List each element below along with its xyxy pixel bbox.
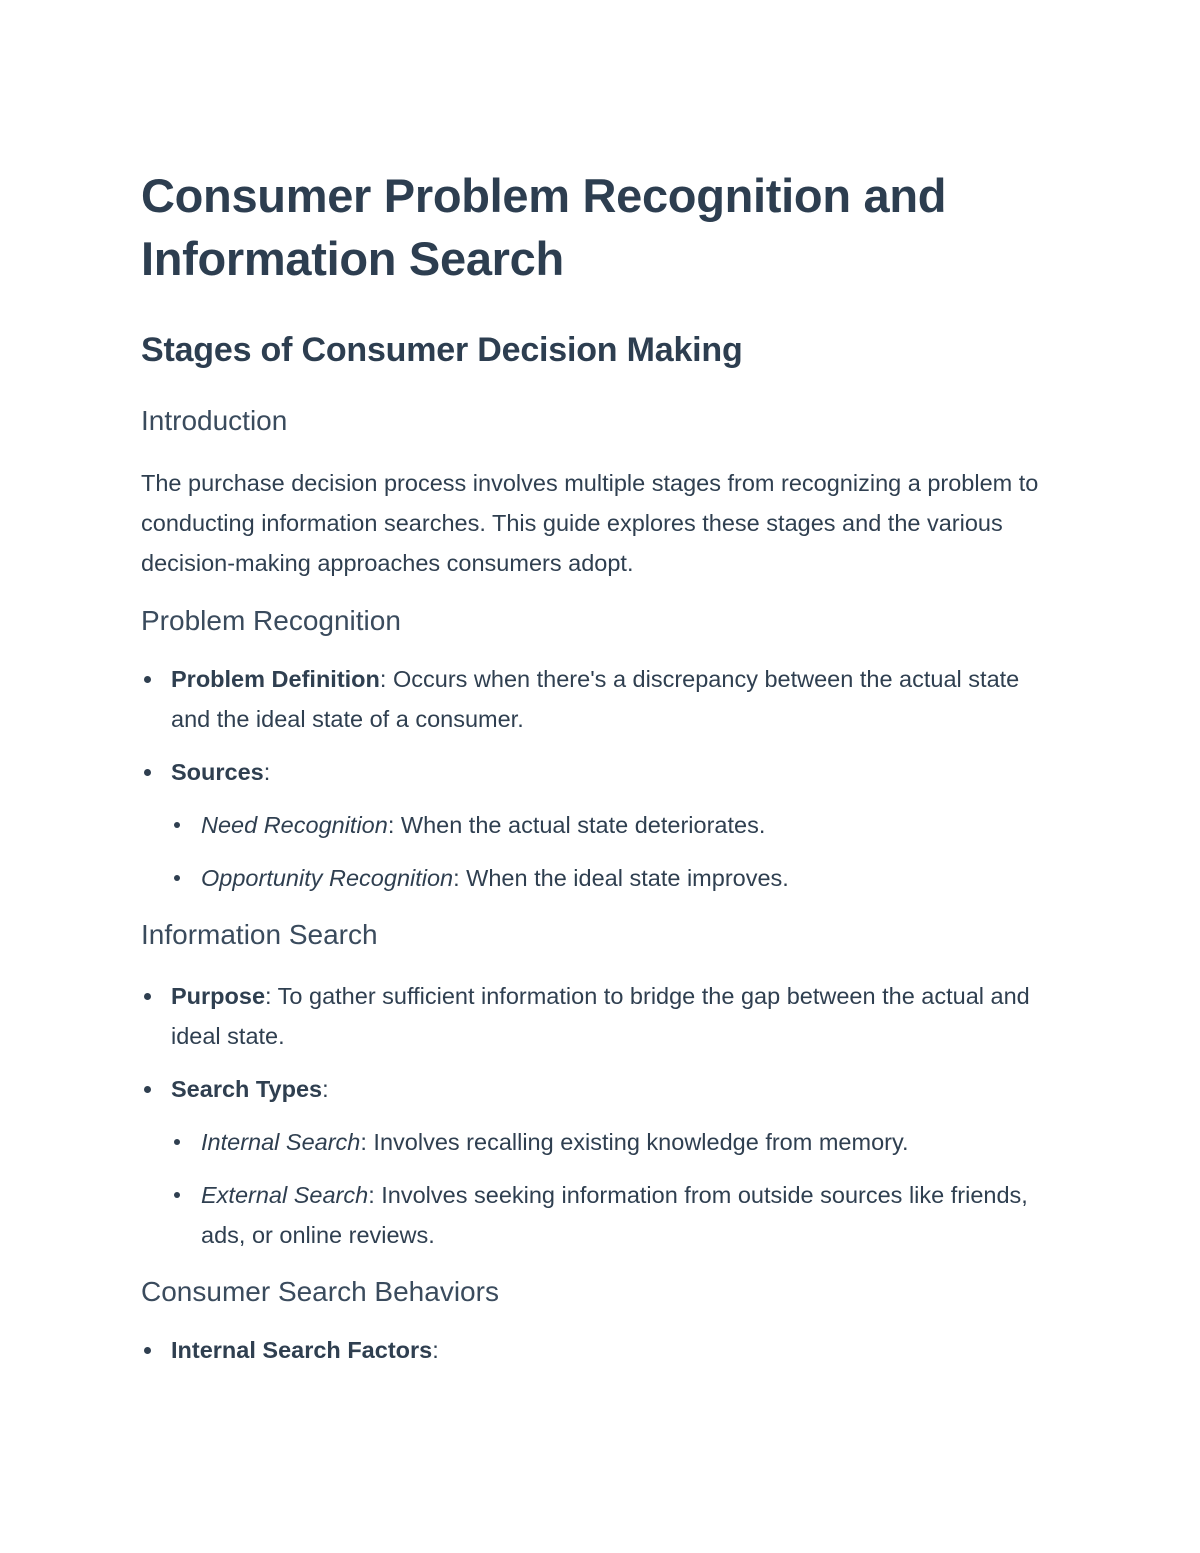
sources-sublist [171, 805, 1060, 898]
opportunity-recognition-text: : When the ideal state improves. [453, 865, 789, 891]
internal-search-label: Internal Search [201, 1129, 361, 1155]
internal-search-text: : Involves recalling existing knowledge from memory. [360, 1129, 909, 1155]
problem-recognition-list [141, 659, 1060, 898]
sources-label: Sources [171, 759, 264, 785]
need-recognition-label: Need Recognition [201, 812, 388, 838]
list-item [141, 976, 1060, 1056]
internal-search-factors-colon: : [432, 1337, 439, 1363]
external-search-text: : Involves seeking information from outside sources like friends, ads, or online reviews. [201, 1182, 1028, 1248]
information-search-list [141, 976, 1060, 1255]
list-item [141, 752, 1060, 898]
list-item [171, 858, 1060, 898]
list-item [171, 1175, 1060, 1255]
search-types-label: Search Types [171, 1076, 323, 1102]
opportunity-recognition-label: Opportunity Recognition [201, 865, 454, 891]
list-item [141, 1330, 1060, 1370]
search-types-sublist [171, 1122, 1060, 1255]
purpose-label: Purpose [171, 983, 266, 1009]
internal-search-factors-label: Internal Search Factors [171, 1337, 433, 1363]
external-search-label: External Search [201, 1182, 369, 1208]
document-title: Consumer Problem Recognition and Information Search [141, 169, 947, 285]
section-heading: Stages of Consumer Decision Making [141, 331, 743, 369]
consumer-search-behaviors-heading: Consumer Search Behaviors [141, 1276, 499, 1307]
sources-colon: : [263, 759, 271, 785]
information-search-heading: Information Search [141, 919, 378, 950]
need-recognition-text: : When the actual state deteriorates. [387, 812, 766, 838]
problem-definition-text: : Occurs when there's a discrepancy between the actual state and the ideal state of a consumer. [171, 666, 1020, 732]
introduction-heading: Introduction [141, 405, 288, 436]
consumer-search-behaviors-list [141, 1330, 1060, 1370]
introduction-paragraph: The purchase decision process involves multiple stages from recognizing a problem to conducting information searches. This guide explores these stages and the various decision-making approaches consumers adopt. [141, 470, 1039, 576]
search-types-colon: : [322, 1076, 329, 1102]
list-item [141, 1069, 1060, 1255]
list-item [171, 805, 1060, 845]
problem-recognition-heading: Problem Recognition [141, 605, 401, 636]
purpose-text: : To gather sufficient information to bridge the gap between the actual and ideal state. [171, 983, 1030, 1049]
problem-definition-label: Problem Definition [171, 666, 380, 692]
list-item [171, 1122, 1060, 1162]
list-item [141, 659, 1060, 739]
